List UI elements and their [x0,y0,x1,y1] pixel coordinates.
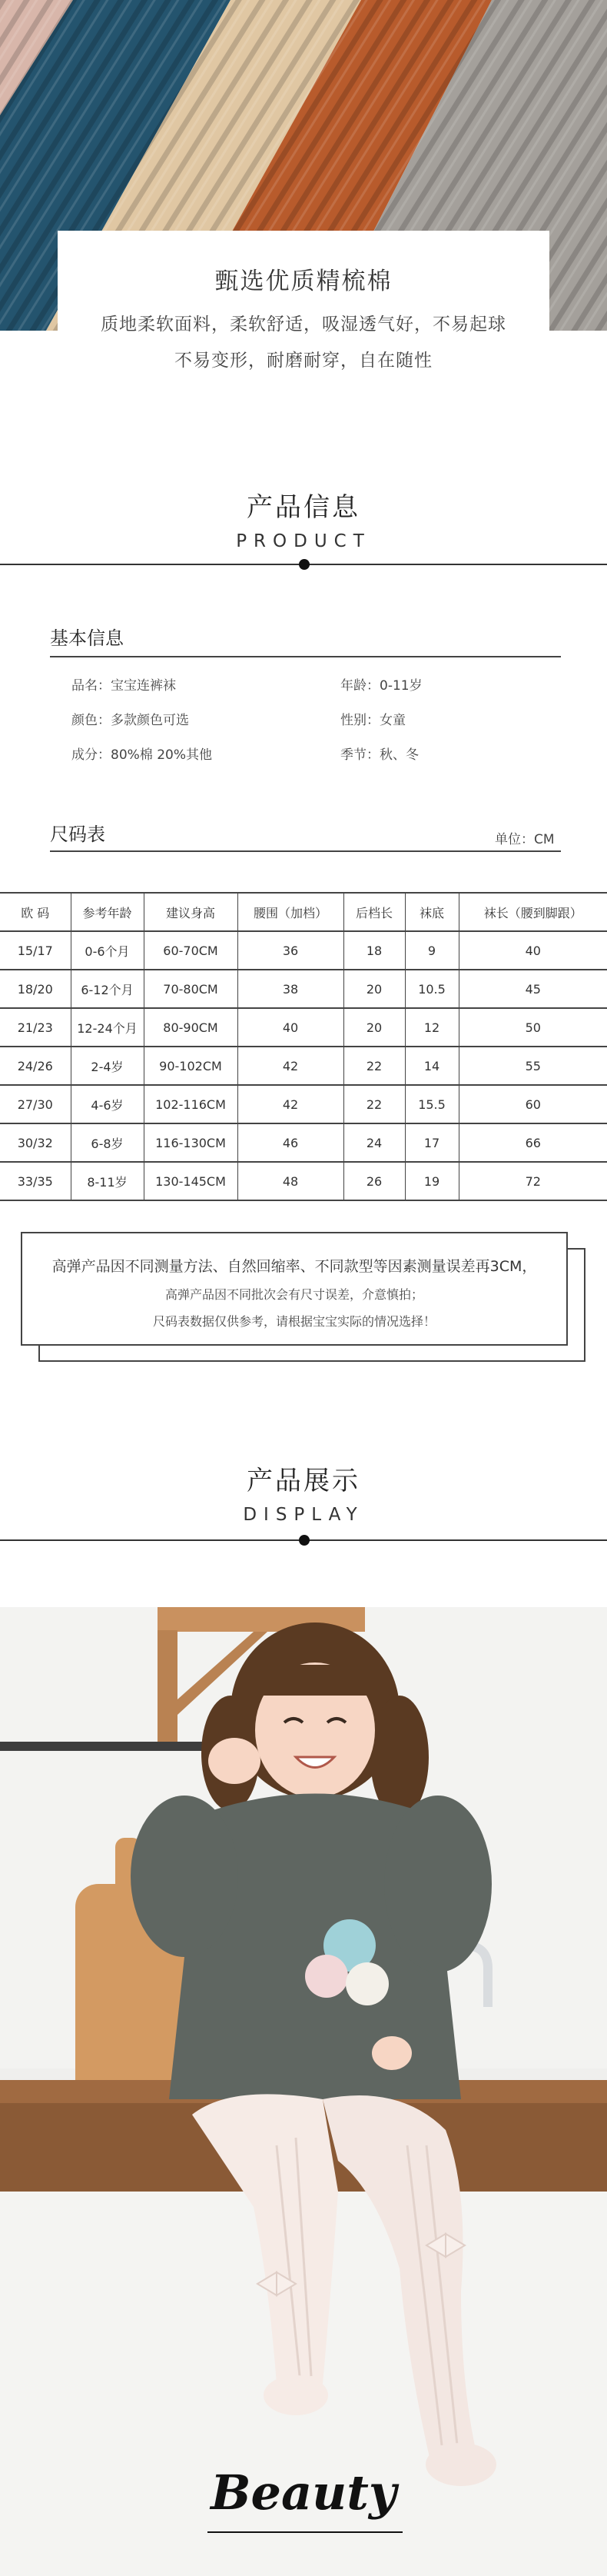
table-cell: 42 [237,1085,343,1123]
table-cell: 22 [343,1047,405,1085]
photo-caption-beauty: Beauty [211,2465,396,2521]
table-cell: 20 [343,970,405,1008]
table-cell: 48 [237,1162,343,1200]
table-cell: 18 [343,931,405,970]
info-color: 颜色：多款颜色可选 [71,713,189,728]
size-chart-header-rise: 后档长 [343,893,405,931]
display-section-title-cn: 产品展示 [247,1466,360,1496]
table-cell: 6-12个月 [71,970,144,1008]
product-section-header [0,486,607,551]
basic-info-title: 基本信息 [50,627,124,649]
size-chart-header-row [0,893,607,931]
table-cell: 60-70CM [144,931,237,970]
table-cell: 40 [459,931,607,970]
size-chart-header-waist: 腰围（加档） [237,893,343,931]
table-cell: 15.5 [405,1085,459,1123]
note-line-2: 高弹产品因不同批次会有尺寸误差，介意慎拍； [164,1287,423,1302]
table-cell: 40 [237,1008,343,1047]
table-cell: 24 [343,1123,405,1162]
table-cell: 36 [237,931,343,970]
table-cell: 80-90CM [144,1008,237,1047]
hero-feature-line-2: 不易变形，耐磨耐穿，自在随性 [174,351,433,371]
table-cell: 50 [459,1008,607,1047]
table-cell: 116-130CM [144,1123,237,1162]
size-chart-title: 尺码表 [50,824,105,845]
info-product-name: 品名：宝宝连裤袜 [71,678,176,694]
note-line-1: 高弹产品因不同测量方法、自然回缩率、不同款型等因素测量误差再3CM， [51,1258,537,1275]
table-cell: 24/26 [0,1047,71,1085]
note-line-3: 尺码表数据仅供参考，请根据宝宝实际的情况选择！ [152,1314,436,1329]
table-cell: 90-102CM [144,1047,237,1085]
table-cell: 21/23 [0,1008,71,1047]
table-row [0,1047,607,1085]
hero-feature-line-1: 质地柔软面料，柔软舒适，吸湿透气好，不易起球 [101,315,506,334]
caption-underline [207,2531,403,2533]
table-cell: 19 [405,1162,459,1200]
table-cell: 15/17 [0,931,71,970]
table-cell: 12-24个月 [71,1008,144,1047]
size-chart-header-height: 建议身高 [144,893,237,931]
table-cell: 30/32 [0,1123,71,1162]
table-cell: 12 [405,1008,459,1047]
table-cell: 42 [237,1047,343,1085]
table-cell: 2-4岁 [71,1047,144,1085]
section-divider-dot [299,559,310,570]
size-chart-header-age: 参考年龄 [71,893,144,931]
table-cell: 55 [459,1047,607,1085]
info-season: 季节：秋、冬 [340,747,419,763]
size-chart-table [0,892,607,1201]
section-divider-dot [299,1535,310,1546]
table-cell: 26 [343,1162,405,1200]
table-cell: 17 [405,1123,459,1162]
hero-text-card [58,231,549,411]
table-cell: 70-80CM [144,970,237,1008]
table-cell: 45 [459,970,607,1008]
table-cell: 0-6个月 [71,931,144,970]
basic-info-rule [50,656,561,657]
table-cell: 66 [459,1123,607,1162]
display-section-title-en: DISPLAY [243,1505,364,1525]
table-row [0,1123,607,1162]
table-row [0,931,607,970]
size-chart-header-eu-size: 欧 码 [0,893,71,931]
table-row [0,1008,607,1047]
table-cell: 18/20 [0,970,71,1008]
table-cell: 60 [459,1085,607,1123]
table-cell: 10.5 [405,970,459,1008]
product-section-title-cn: 产品信息 [247,492,360,523]
girl-wearing-tights-image [0,1607,607,2576]
table-cell: 27/30 [0,1085,71,1123]
table-cell: 130-145CM [144,1162,237,1200]
table-cell: 22 [343,1085,405,1123]
table-cell: 33/35 [0,1162,71,1200]
info-gender: 性别：女童 [340,713,406,728]
product-display-photo [0,1607,607,2576]
table-row [0,1162,607,1200]
table-cell: 14 [405,1047,459,1085]
size-chart-header-length: 袜长（腰到脚跟） [459,893,607,931]
table-cell: 102-116CM [144,1085,237,1123]
measurement-note-box [21,1232,568,1346]
size-chart-header-sole: 袜底 [405,893,459,931]
size-chart-unit: 单位：CM [495,832,555,847]
table-cell: 20 [343,1008,405,1047]
table-row [0,1085,607,1123]
table-cell: 4-6岁 [71,1085,144,1123]
table-cell: 8-11岁 [71,1162,144,1200]
display-section-header [0,1459,607,1525]
table-cell: 9 [405,931,459,970]
size-chart-rule [50,850,561,852]
product-section-title-en: PRODUCT [236,531,371,551]
table-cell: 38 [237,970,343,1008]
table-cell: 72 [459,1162,607,1200]
table-cell: 46 [237,1123,343,1162]
hero-title: 甄选优质精梳棉 [214,268,393,295]
table-row [0,970,607,1008]
info-material: 成分：80%棉 20%其他 [71,747,212,763]
info-age: 年龄：0-11岁 [340,678,423,694]
table-cell: 6-8岁 [71,1123,144,1162]
